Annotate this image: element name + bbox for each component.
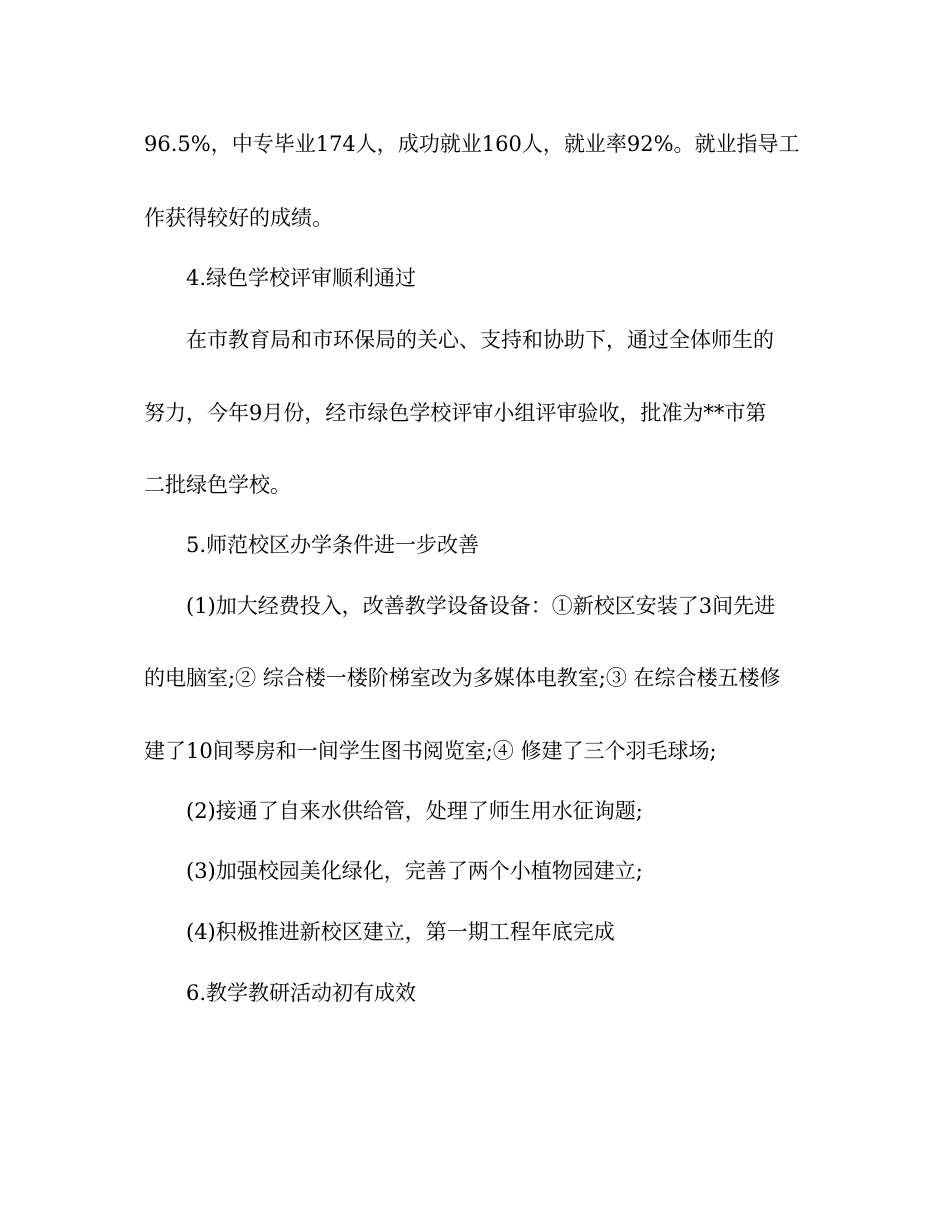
list-item-2: (2)接通了自来水供给管，处理了师生用水征询题; [186, 799, 643, 823]
body-text-line: 在市教育局和市环保局的关心、支持和协助下，通过全体师生的 [186, 328, 774, 352]
body-text-line: 努力，今年9月份，经市绿色学校评审小组评审验收，批准为**市第 [144, 401, 767, 425]
section-heading-green-school: 4.绿色学校评审顺利通过 [186, 266, 417, 290]
body-text-line: 作获得较好的成绩。 [144, 206, 333, 230]
section-heading-teaching-research: 6.教学教研活动初有成效 [186, 981, 417, 1005]
list-item-3: (3)加强校园美化绿化，完善了两个小植物园建立; [186, 859, 643, 883]
list-item-1: (1)加大经费投入，改善教学设备设备：①新校区安装了3间先进 [186, 594, 776, 618]
section-heading-school-conditions: 5.师范校区办学条件进一步改善 [186, 533, 480, 557]
body-text-line: 96.5%，中专毕业174人，成功就业160人，就业率92%。就业指导工 [144, 132, 800, 156]
body-text-line: 二批绿色学校。 [144, 473, 291, 497]
body-text-line: 建了10间琴房和一间学生图书阅览室;④ 修建了三个羽毛球场; [144, 739, 717, 763]
body-text-line: 的电脑室;② 综合楼一楼阶梯室改为多媒体电教室;③ 在综合楼五楼修 [144, 666, 781, 690]
list-item-4: (4)积极推进新校区建立，第一期工程年底完成 [186, 920, 615, 944]
